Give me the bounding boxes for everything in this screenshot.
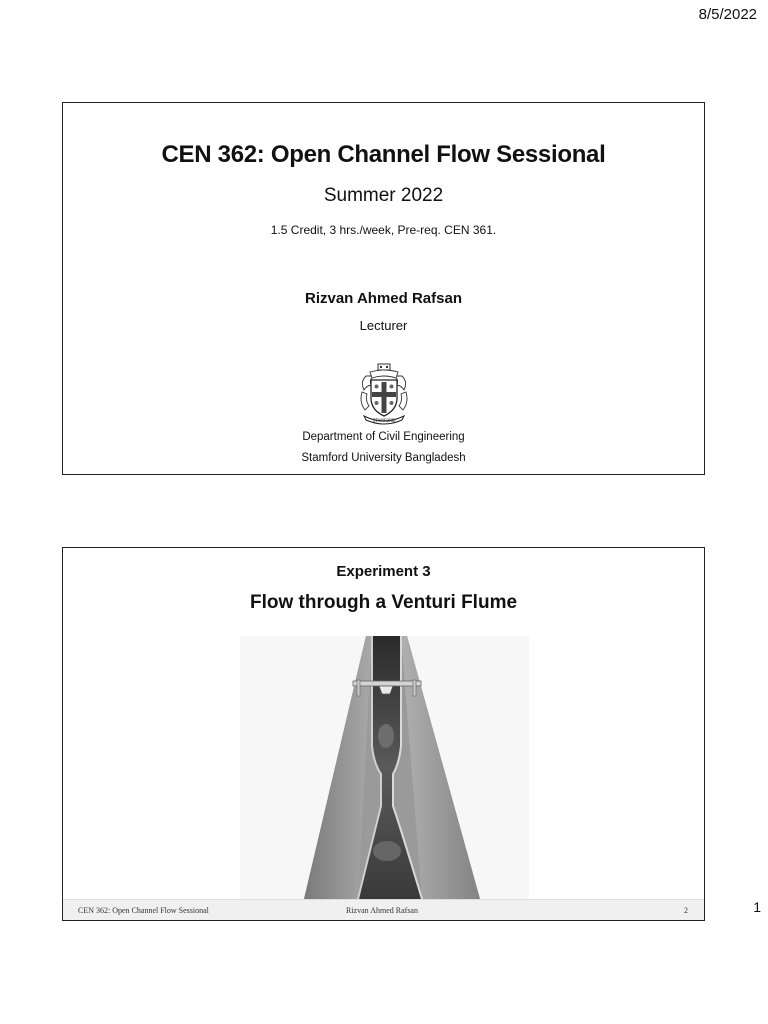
credit-info: 1.5 Credit, 3 hrs./week, Pre-req. CEN 361. <box>270 223 497 237</box>
slide-2 <box>62 547 705 921</box>
footer-slide-number: 2 <box>684 906 688 915</box>
department: Department of Civil Engineering <box>302 431 465 443</box>
instructor-name: Rizvan Ahmed Rafsan <box>305 290 462 307</box>
course-title: CEN 362: Open Channel Flow Sessional <box>161 141 606 168</box>
svg-text:STAMFORD: STAMFORD <box>372 418 395 423</box>
university-crest-logo <box>356 362 412 426</box>
venturi-flume-photo <box>240 636 529 899</box>
footer-author: Rizvan Ahmed Rafsan <box>346 906 418 915</box>
page-number: 1 <box>753 899 761 915</box>
experiment-title: Flow through a Venturi Flume <box>249 592 518 613</box>
footer-course: CEN 362: Open Channel Flow Sessional <box>78 906 209 915</box>
slide-1 <box>62 102 705 475</box>
print-date: 8/5/2022 <box>698 6 757 23</box>
experiment-number: Experiment 3 <box>336 563 431 580</box>
slide-footer <box>63 899 704 920</box>
term: Summer 2022 <box>323 185 444 206</box>
instructor-role: Lecturer <box>359 318 408 333</box>
university: Stamford University Bangladesh <box>301 452 466 464</box>
